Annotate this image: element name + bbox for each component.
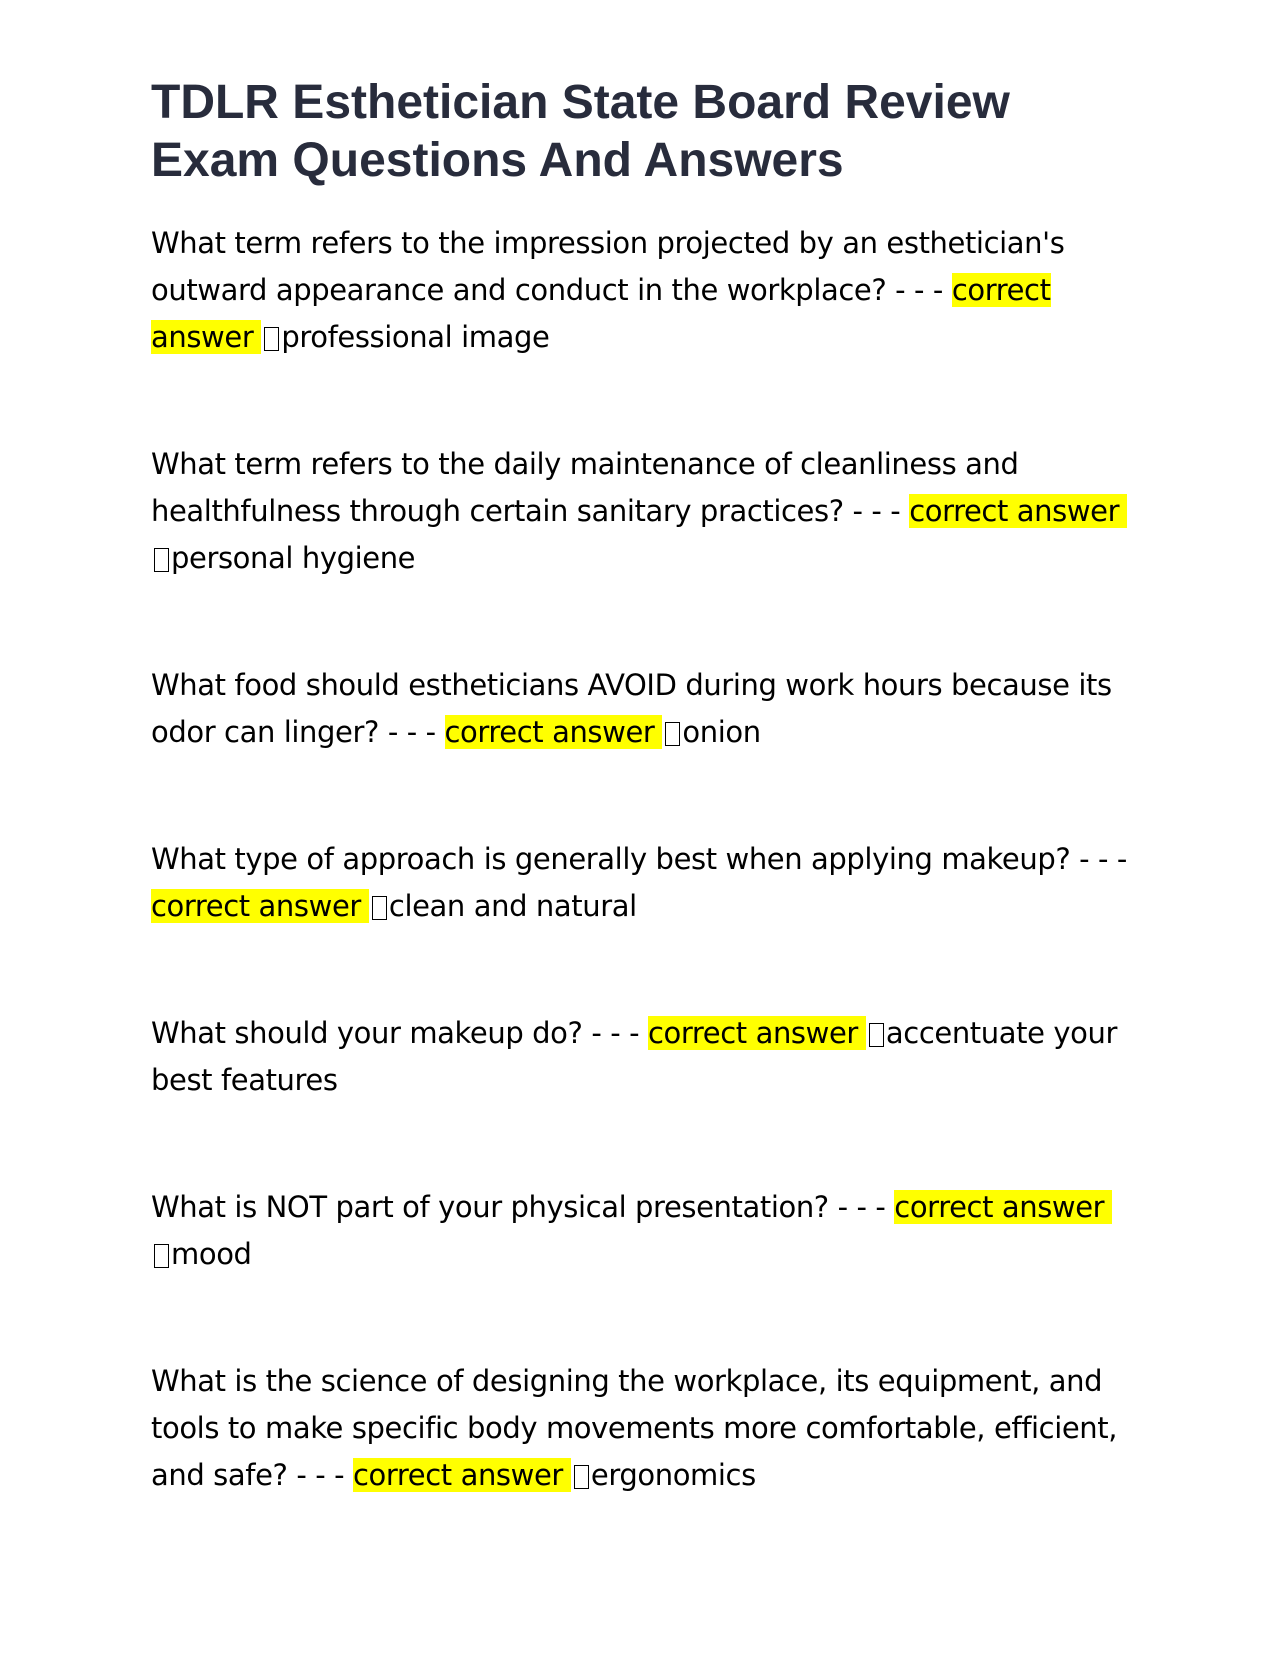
answer-label-highlight: correct answer [353, 1458, 571, 1492]
question-text: What is the science of designing the workplace, its equipment, and tools to make specific body movements more comfortable, efficient, and safe? [151, 1364, 1118, 1492]
missing-glyph-box-icon [574, 1465, 589, 1489]
missing-glyph-box-icon [665, 722, 680, 746]
separator: - - - [895, 273, 943, 307]
missing-glyph-box-icon [154, 1244, 169, 1268]
answer-text: onion [682, 715, 761, 749]
answer-text: ergonomics [590, 1458, 756, 1492]
answer-text: professional image [281, 320, 550, 354]
answer-text: personal hygiene [171, 541, 416, 575]
separator: - - - [837, 1190, 886, 1224]
qa-item [151, 220, 1131, 361]
separator: - - - [591, 1016, 640, 1050]
answer-label-highlight: correct answer [151, 273, 1051, 354]
answer-label-highlight: correct answer [894, 1190, 1112, 1224]
answer-label-highlight: correct answer [909, 494, 1127, 528]
answer-text: clean and natural [388, 889, 637, 923]
question-text: What type of approach is generally best when applying makeup? [151, 842, 1071, 876]
qa-item [151, 1184, 1131, 1278]
question-text: What term refers to the daily maintenance of cleanliness and healthfulness through certain sanitary practices? [151, 447, 1019, 528]
answer-text: mood [171, 1237, 252, 1271]
separator: - - - [296, 1458, 345, 1492]
qa-item [151, 1358, 1131, 1499]
missing-glyph-box-icon [154, 548, 169, 572]
question-text: What should your makeup do? [151, 1016, 583, 1050]
missing-glyph-box-icon [372, 896, 387, 920]
answer-label-highlight: correct answer [151, 889, 369, 923]
qa-item [151, 441, 1131, 582]
answer-label-highlight: correct answer [445, 715, 663, 749]
separator: - - - [1079, 842, 1127, 876]
qa-item [151, 1010, 1131, 1104]
question-text: What food should estheticians AVOID during work hours because its odor can linger? [151, 668, 1112, 749]
missing-glyph-box-icon [264, 327, 279, 351]
qa-item [151, 836, 1131, 930]
document-title: TDLR Esthetician State Board Review Exam Questions And Answers [151, 76, 1010, 187]
qa-list [151, 220, 1131, 1499]
separator: - - - [852, 494, 901, 528]
question-text: What is NOT part of your physical presentation? [151, 1190, 829, 1224]
answer-text: accentuate your best features [151, 1016, 1117, 1097]
qa-item [151, 662, 1131, 756]
missing-glyph-box-icon [869, 1023, 884, 1047]
document-content [151, 74, 1131, 1499]
question-text: What term refers to the impression projected by an esthetician's outward appearance and conduct in the workplace? [151, 226, 1065, 307]
separator: - - - [387, 715, 436, 749]
answer-label-highlight: correct answer [648, 1016, 866, 1050]
